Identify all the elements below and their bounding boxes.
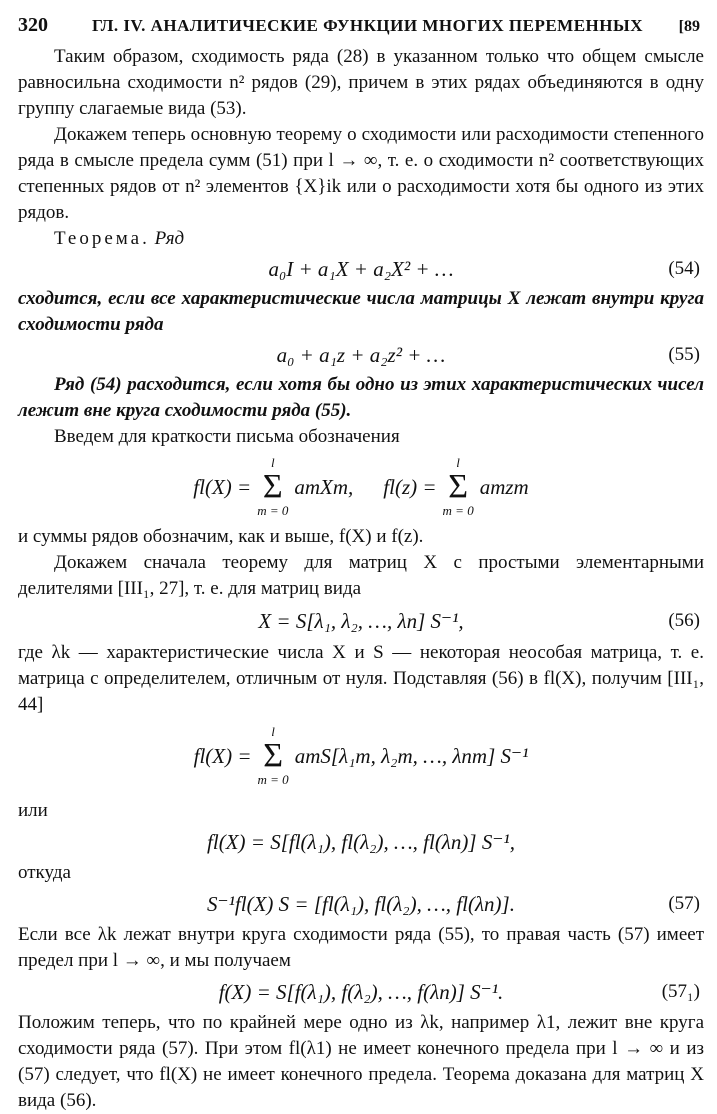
running-header — [18, 10, 704, 44]
formula-56-expr: X = S[λ₁, λ₂, …, λn] S⁻¹, — [258, 608, 464, 633]
fdef-sum1: amXm, — [294, 474, 354, 499]
formula-57-1 — [18, 974, 704, 1010]
theorem-word: Ряд — [154, 228, 185, 249]
formula-55-expr: a₀ + a₁z + a₂z² + … — [276, 342, 446, 367]
sum-lower-limit: m = 0 — [442, 503, 474, 518]
sum-lower-limit: m = 0 — [257, 772, 289, 787]
page-number: 320 — [18, 14, 48, 36]
paragraph-2: Докажем теперь основную теорему о сходимости или расходимости степенного ряда в смысле предела сумм (51) при l → ∞, т. е. о сходимости n² соответствующих степенных рядов от n² элементов {X}ik или о расходимости хотя бы одного из этих рядов. — [18, 124, 704, 223]
sigma-icon: Σ — [448, 468, 469, 505]
paragraph-7: Если все λk лежат внутри круга сходимости ряда (55), то правая часть (57) имеет предел при l → ∞, и мы получаем — [18, 924, 704, 971]
section-ref: [89 — [678, 18, 700, 35]
formula-54 — [18, 252, 704, 286]
theorem-intro — [18, 226, 704, 252]
formula-substitution — [18, 718, 704, 794]
fdef-left: fl(X) = — [193, 474, 252, 499]
formula-or — [18, 824, 704, 860]
fdef-mid: fl(z) = — [383, 474, 437, 499]
theorem-statement: сходится, если все характеристические числа матрицы X лежат внутри круга сходимости ряда — [18, 288, 704, 335]
sum-symbol-3 — [258, 725, 289, 787]
sum-upper-limit: l — [270, 455, 275, 470]
formula-55 — [18, 338, 704, 372]
formula-or-expr: fl(X) = S[fl(λ₁), fl(λ₂), …, fl(λn)] S⁻¹, — [207, 829, 515, 854]
paragraph-1: Таким образом, сходимость ряда (28) в указанном только что общем смысле равносильна сходимости n² рядов (29), причем в этих рядах объединяются в одну группу слагаемые вида (53). — [18, 46, 704, 119]
sigma-icon: Σ — [263, 737, 283, 774]
formula-55-number: (55) — [668, 344, 700, 365]
formula-54-number: (54) — [668, 258, 700, 279]
fdef-sum2: amzm — [479, 474, 529, 499]
sigma-icon: Σ — [262, 468, 283, 505]
theorem-label: Теорема. — [54, 228, 150, 249]
paragraph-6: где λk — характеристические числа X и S — некоторая неособая матрица, т. е. матрица с определителем, отличным от нуля. Подставляя (56) в fl(X), получим [III₁, 44] — [18, 642, 704, 715]
paragraph-8: Положим теперь, что по крайней мере одно из λk, например λ1, лежит вне круга сходимости ряда (57). При этом fl(λ1) не имеет конечного предела при l → ∞ и из (57) следует, что fl(X) не имеет конечного предела. Теорема доказана для матриц X вида (56). — [18, 1012, 704, 1111]
paragraph-3: Введем для краткости письма обозначения — [54, 426, 400, 447]
chapter-title: ГЛ. IV. АНАЛИТИЧЕСКИЕ ФУНКЦИИ МНОГИХ ПЕРЕМЕННЫХ — [92, 16, 643, 35]
formula-57-1-expr: f(X) = S[f(λ₁), f(λ₂), …, f(λn)] S⁻¹. — [218, 979, 504, 1004]
formula-57 — [18, 886, 704, 922]
formula-57-number: (57) — [668, 893, 700, 914]
theorem-second-part: Ряд (54) расходится, если хотя бы одно из этих характеристических чисел лежит вне круга сходимости ряда (55). — [18, 374, 704, 421]
formula-56 — [18, 602, 704, 640]
fsub-left: fl(X) = — [193, 743, 252, 768]
paragraph-4: и суммы рядов обозначим, как и выше, f(X) и f(z). — [18, 526, 424, 547]
formula-54-expr: a₀I + a₁X + a₂X² + … — [268, 256, 454, 281]
label-whence: откуда — [18, 862, 71, 883]
formula-definitions — [18, 450, 704, 524]
sum-lower-limit: m = 0 — [257, 503, 289, 518]
sum-upper-limit: l — [456, 455, 460, 470]
formula-57-1-number: (57₁) — [661, 981, 700, 1002]
label-or: или — [18, 800, 48, 821]
book-page — [18, 10, 704, 1114]
formula-56-number: (56) — [668, 610, 700, 631]
sum-upper-limit: l — [271, 724, 275, 739]
sum-symbol-2 — [443, 456, 474, 518]
formula-57-expr: S⁻¹fl(X) S = [fl(λ₁), fl(λ₂), …, fl(λn)]. — [207, 891, 515, 916]
fsub-body: amS[λ₁m, λ₂m, …, λnm] S⁻¹ — [294, 743, 529, 768]
sum-symbol-1 — [257, 456, 288, 518]
paragraph-5: Докажем сначала теорему для матриц X с простыми элементарными делителями [III₁, 27], т. е. для матриц вида — [18, 552, 704, 599]
